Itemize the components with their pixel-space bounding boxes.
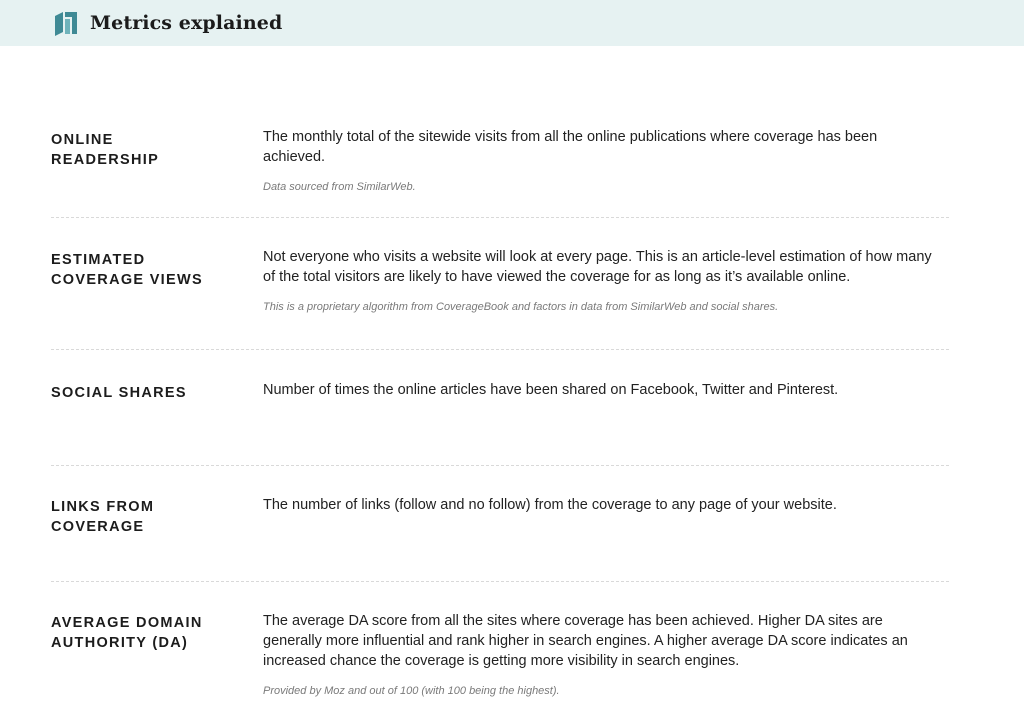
metrics-list (0, 82, 949, 722)
metric-online-readership (51, 82, 949, 218)
metric-note: This is a proprietary algorithm from CoverageBook and factors in data from SimilarWeb and social shares. (263, 301, 779, 313)
coveragebook-logo-icon (52, 9, 80, 37)
metric-label: SOCIAL SHARES (51, 385, 187, 401)
metric-description: Number of times the online articles have been shared on Facebook, Twitter and Pinterest. (263, 382, 839, 398)
metric-note: Provided by Moz and out of 100 (with 100 being the highest). (263, 685, 560, 697)
metric-label: ONLINE READERSHIP (51, 132, 160, 168)
metric-description: The average DA score from all the sites where coverage has been achieved. Higher DA sites are generally more influential and rank higher in search engines. A higher average DA score indicates an increased chance the coverage is getting more visibility in search engines. (263, 613, 908, 669)
metric-estimated-coverage-views (51, 218, 949, 350)
metric-description: The number of links (follow and no follow) from the coverage to any page of your website. (263, 497, 837, 513)
metric-description: The monthly total of the sitewide visits from all the online publications where coverage has been achieved. (263, 129, 878, 165)
page-header (0, 0, 1024, 46)
metric-social-shares (51, 350, 949, 466)
metric-description: Not everyone who visits a website will look at every page. This is an article-level estimation of how many of the total visitors are likely to have viewed the coverage for as long as it’s available online. (263, 249, 932, 285)
metric-label: AVERAGE DOMAIN AUTHORITY (DA) (51, 615, 203, 651)
metric-label: ESTIMATED COVERAGE VIEWS (51, 252, 203, 288)
page-title: Metrics explained (90, 12, 283, 34)
metric-average-domain-authority (51, 582, 949, 722)
metric-links-from-coverage (51, 466, 949, 582)
metric-note: Data sourced from SimilarWeb. (263, 181, 416, 193)
metric-label: LINKS FROM COVERAGE (51, 499, 155, 535)
